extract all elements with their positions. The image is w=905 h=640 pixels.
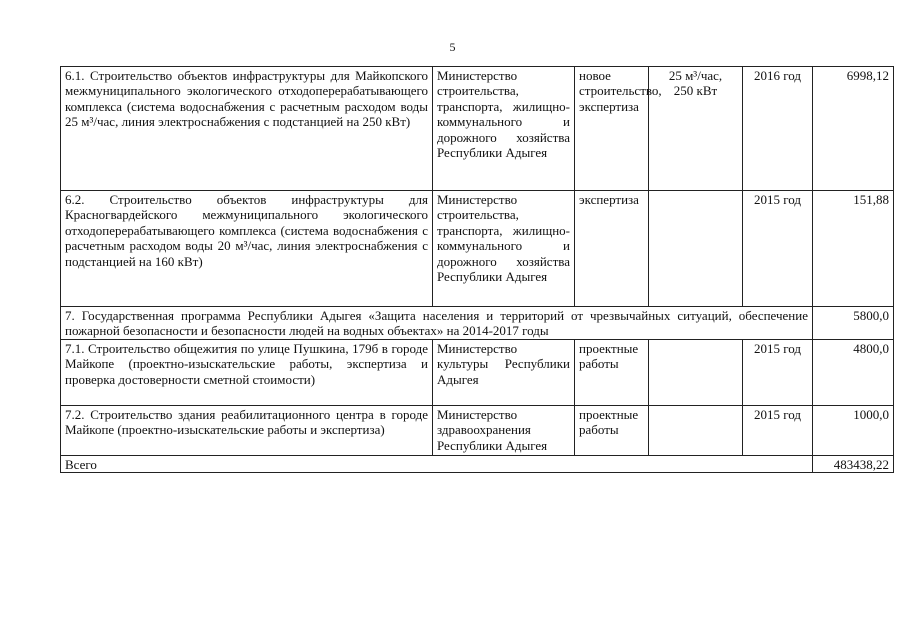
object-name: 6.1. Строительство объектов инфраструктуры для Майкопского межмуниципального экологического отходоперерабатывающего комплекса (система водоснабжения с расчетным расходом воды 25 м³/час, линия электроснабжения с подстанцией на 250 кВт) bbox=[61, 67, 433, 191]
table-row bbox=[61, 339, 894, 405]
object-name: 7.2. Строительство здания реабилитационного центра в городе Майкопе (проектно-изыскательские работы и экспертиза) bbox=[61, 405, 433, 455]
customer: Министерство строительства, транспорта, жилищно-коммунального и дорожного хозяйства Республики Адыгея bbox=[433, 67, 575, 191]
total-amount: 483438,22 bbox=[813, 455, 894, 472]
table-row-total bbox=[61, 455, 894, 472]
work-stage: новое строительство, экспертиза bbox=[575, 67, 649, 191]
amount: 151,88 bbox=[813, 191, 894, 307]
year: 2016 год bbox=[743, 67, 813, 191]
customer: Министерство культуры Республики Адыгея bbox=[433, 339, 575, 405]
capacity-line: 25 м³/час, bbox=[668, 68, 723, 83]
capacity-line: 250 кВт bbox=[673, 83, 718, 99]
amount: 5800,0 bbox=[813, 307, 894, 340]
work-stage: проектные работы bbox=[575, 405, 649, 455]
year: 2015 год bbox=[743, 191, 813, 307]
table-row bbox=[61, 405, 894, 455]
amount: 1000,0 bbox=[813, 405, 894, 455]
capacity bbox=[649, 67, 743, 191]
investment-objects-table bbox=[60, 66, 894, 473]
table-row bbox=[61, 307, 894, 340]
amount: 4800,0 bbox=[813, 339, 894, 405]
year: 2015 год bbox=[743, 339, 813, 405]
total-label: Всего bbox=[61, 455, 813, 472]
object-name: 6.2. Строительство объектов инфраструктуры для Красногвардейского межмуниципального экологического отходоперерабатывающего комплекса (система водоснабжения с расчетным расходом воды 20 м³/час, линия электроснабжения с подстанцией на 160 кВт) bbox=[61, 191, 433, 307]
work-stage: проектные работы bbox=[575, 339, 649, 405]
customer: Министерство строительства, транспорта, жилищно-коммунального и дорожного хозяйства Республики Адыгея bbox=[433, 191, 575, 307]
program-name: 7. Государственная программа Республики Адыгея «Защита населения и территорий от чрезвычайных ситуаций, обеспечение пожарной безопасности и безопасности людей на водных объектах» на 2014-2017 годы bbox=[61, 307, 813, 340]
year: 2015 год bbox=[743, 405, 813, 455]
table-row bbox=[61, 191, 894, 307]
capacity bbox=[649, 339, 743, 405]
customer: Министерство здравоохранения Республики Адыгея bbox=[433, 405, 575, 455]
work-stage: экспертиза bbox=[575, 191, 649, 307]
capacity bbox=[649, 191, 743, 307]
object-name: 7.1. Строительство общежития по улице Пушкина, 179б в городе Майкопе (проектно-изыскательские работы, экспертиза и проверка достоверности сметной стоимости) bbox=[61, 339, 433, 405]
capacity bbox=[649, 405, 743, 455]
table-row bbox=[61, 67, 894, 191]
amount: 6998,12 bbox=[813, 67, 894, 191]
page-number: 5 bbox=[449, 40, 456, 54]
